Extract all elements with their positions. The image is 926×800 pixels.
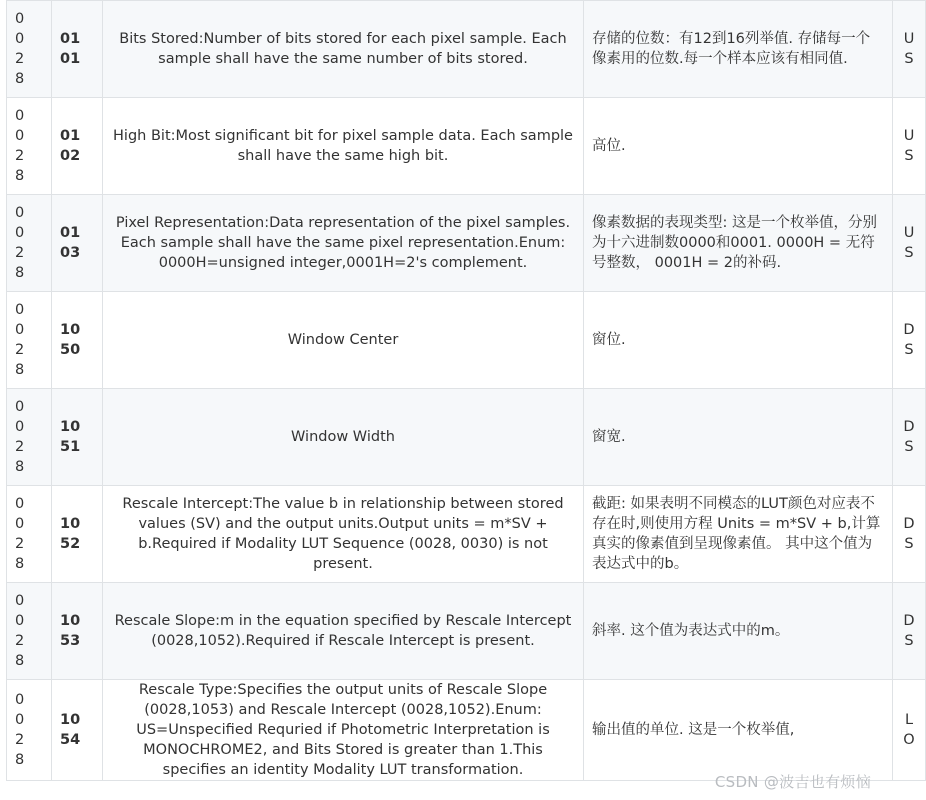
vr-cell bbox=[893, 195, 926, 292]
vr-cell bbox=[893, 583, 926, 680]
english-description: Rescale Slope:m in the equation specified by Rescale Intercept (0028,1052).Required if Rescale Intercept is present. bbox=[103, 583, 584, 680]
element-cell bbox=[52, 486, 103, 583]
group-number: 0 0 2 8 bbox=[15, 11, 25, 87]
vr-cell bbox=[893, 680, 926, 781]
chinese-description: 高位. bbox=[584, 98, 893, 195]
element-number: 10 51 bbox=[60, 419, 81, 455]
table-row bbox=[7, 195, 926, 292]
element-number: 10 54 bbox=[60, 712, 81, 748]
element-cell bbox=[52, 195, 103, 292]
group-number: 0 0 2 8 bbox=[15, 399, 25, 475]
group-number: 0 0 2 8 bbox=[15, 302, 25, 378]
english-description: High Bit:Most significant bit for pixel sample data. Each sample shall have the same high bit. bbox=[103, 98, 584, 195]
group-number: 0 0 2 8 bbox=[15, 108, 25, 184]
group-number: 0 0 2 8 bbox=[15, 593, 25, 669]
vr-cell bbox=[893, 389, 926, 486]
english-description: Pixel Representation:Data representation of the pixel samples. Each sample shall have the same pixel representation.Enum: 0000H=unsigned integer,0001H=2's complement. bbox=[103, 195, 584, 292]
element-cell bbox=[52, 292, 103, 389]
english-description: Rescale Intercept:The value b in relationship between stored values (SV) and the output units.Output units = m*SV + b.Required if Modality LUT Sequence (0028, 0030) is not present. bbox=[103, 486, 584, 583]
value-representation: U S bbox=[903, 128, 915, 164]
value-representation: D S bbox=[903, 516, 915, 552]
vr-cell bbox=[893, 486, 926, 583]
english-description: Rescale Type:Specifies the output units of Rescale Slope (0028,1053) and Rescale Intercept (0028,1052).Enum: US=Unspecified Requried if Photometric Interpretation is MONOCHROME2, and Bits Stored is greater than 1.This specifies an identity Modality LUT transformation. bbox=[103, 680, 584, 781]
group-cell bbox=[7, 195, 52, 292]
value-representation: D S bbox=[903, 322, 915, 358]
value-representation: L O bbox=[903, 712, 915, 748]
group-cell bbox=[7, 680, 52, 781]
table-row bbox=[7, 583, 926, 680]
chinese-description: 像素数据的表现类型: 这是一个枚举值，分别为十六进制数0000和0001. 0000H = 无符号整数， 0001H = 2的补码. bbox=[584, 195, 893, 292]
chinese-description: 输出值的单位. 这是一个枚举值, bbox=[584, 680, 893, 781]
chinese-description: 窗位. bbox=[584, 292, 893, 389]
chinese-description: 存储的位数：有12到16列举值. 存储每一个像素用的位数.每一个样本应该有相同值. bbox=[584, 1, 893, 98]
vr-cell bbox=[893, 98, 926, 195]
watermark: CSDN @波吉也有烦恼 bbox=[714, 773, 871, 791]
table-row bbox=[7, 389, 926, 486]
chinese-description: 截距: 如果表明不同模态的LUT颜色对应表不存在时,则使用方程 Units = m*SV + b,计算真实的像素值到呈现像素值。 其中这个值为表达式中的b。 bbox=[584, 486, 893, 583]
table-row bbox=[7, 292, 926, 389]
value-representation: D S bbox=[903, 613, 915, 649]
group-cell bbox=[7, 583, 52, 680]
value-representation: U S bbox=[903, 225, 915, 261]
value-representation: U S bbox=[903, 31, 915, 67]
group-cell bbox=[7, 98, 52, 195]
table-row bbox=[7, 680, 926, 781]
vr-cell bbox=[893, 292, 926, 389]
dicom-tag-table bbox=[6, 0, 926, 781]
element-number: 01 01 bbox=[60, 31, 81, 67]
element-cell bbox=[52, 1, 103, 98]
value-representation: D S bbox=[903, 419, 915, 455]
group-cell bbox=[7, 486, 52, 583]
english-description: Bits Stored:Number of bits stored for each pixel sample. Each sample shall have the same number of bits stored. bbox=[103, 1, 584, 98]
element-cell bbox=[52, 583, 103, 680]
element-cell bbox=[52, 680, 103, 781]
table-row bbox=[7, 98, 926, 195]
group-number: 0 0 2 8 bbox=[15, 692, 25, 768]
group-cell bbox=[7, 1, 52, 98]
element-cell bbox=[52, 98, 103, 195]
element-number: 10 50 bbox=[60, 322, 81, 358]
table-row bbox=[7, 1, 926, 98]
table-row bbox=[7, 486, 926, 583]
element-cell bbox=[52, 389, 103, 486]
vr-cell bbox=[893, 1, 926, 98]
element-number: 01 03 bbox=[60, 225, 81, 261]
group-cell bbox=[7, 389, 52, 486]
english-description: Window Center bbox=[103, 292, 584, 389]
chinese-description: 斜率. 这个值为表达式中的m。 bbox=[584, 583, 893, 680]
element-number: 10 53 bbox=[60, 613, 81, 649]
group-number: 0 0 2 8 bbox=[15, 205, 25, 281]
element-number: 10 52 bbox=[60, 516, 81, 552]
group-cell bbox=[7, 292, 52, 389]
group-number: 0 0 2 8 bbox=[15, 496, 25, 572]
english-description: Window Width bbox=[103, 389, 584, 486]
element-number: 01 02 bbox=[60, 128, 81, 164]
chinese-description: 窗宽. bbox=[584, 389, 893, 486]
